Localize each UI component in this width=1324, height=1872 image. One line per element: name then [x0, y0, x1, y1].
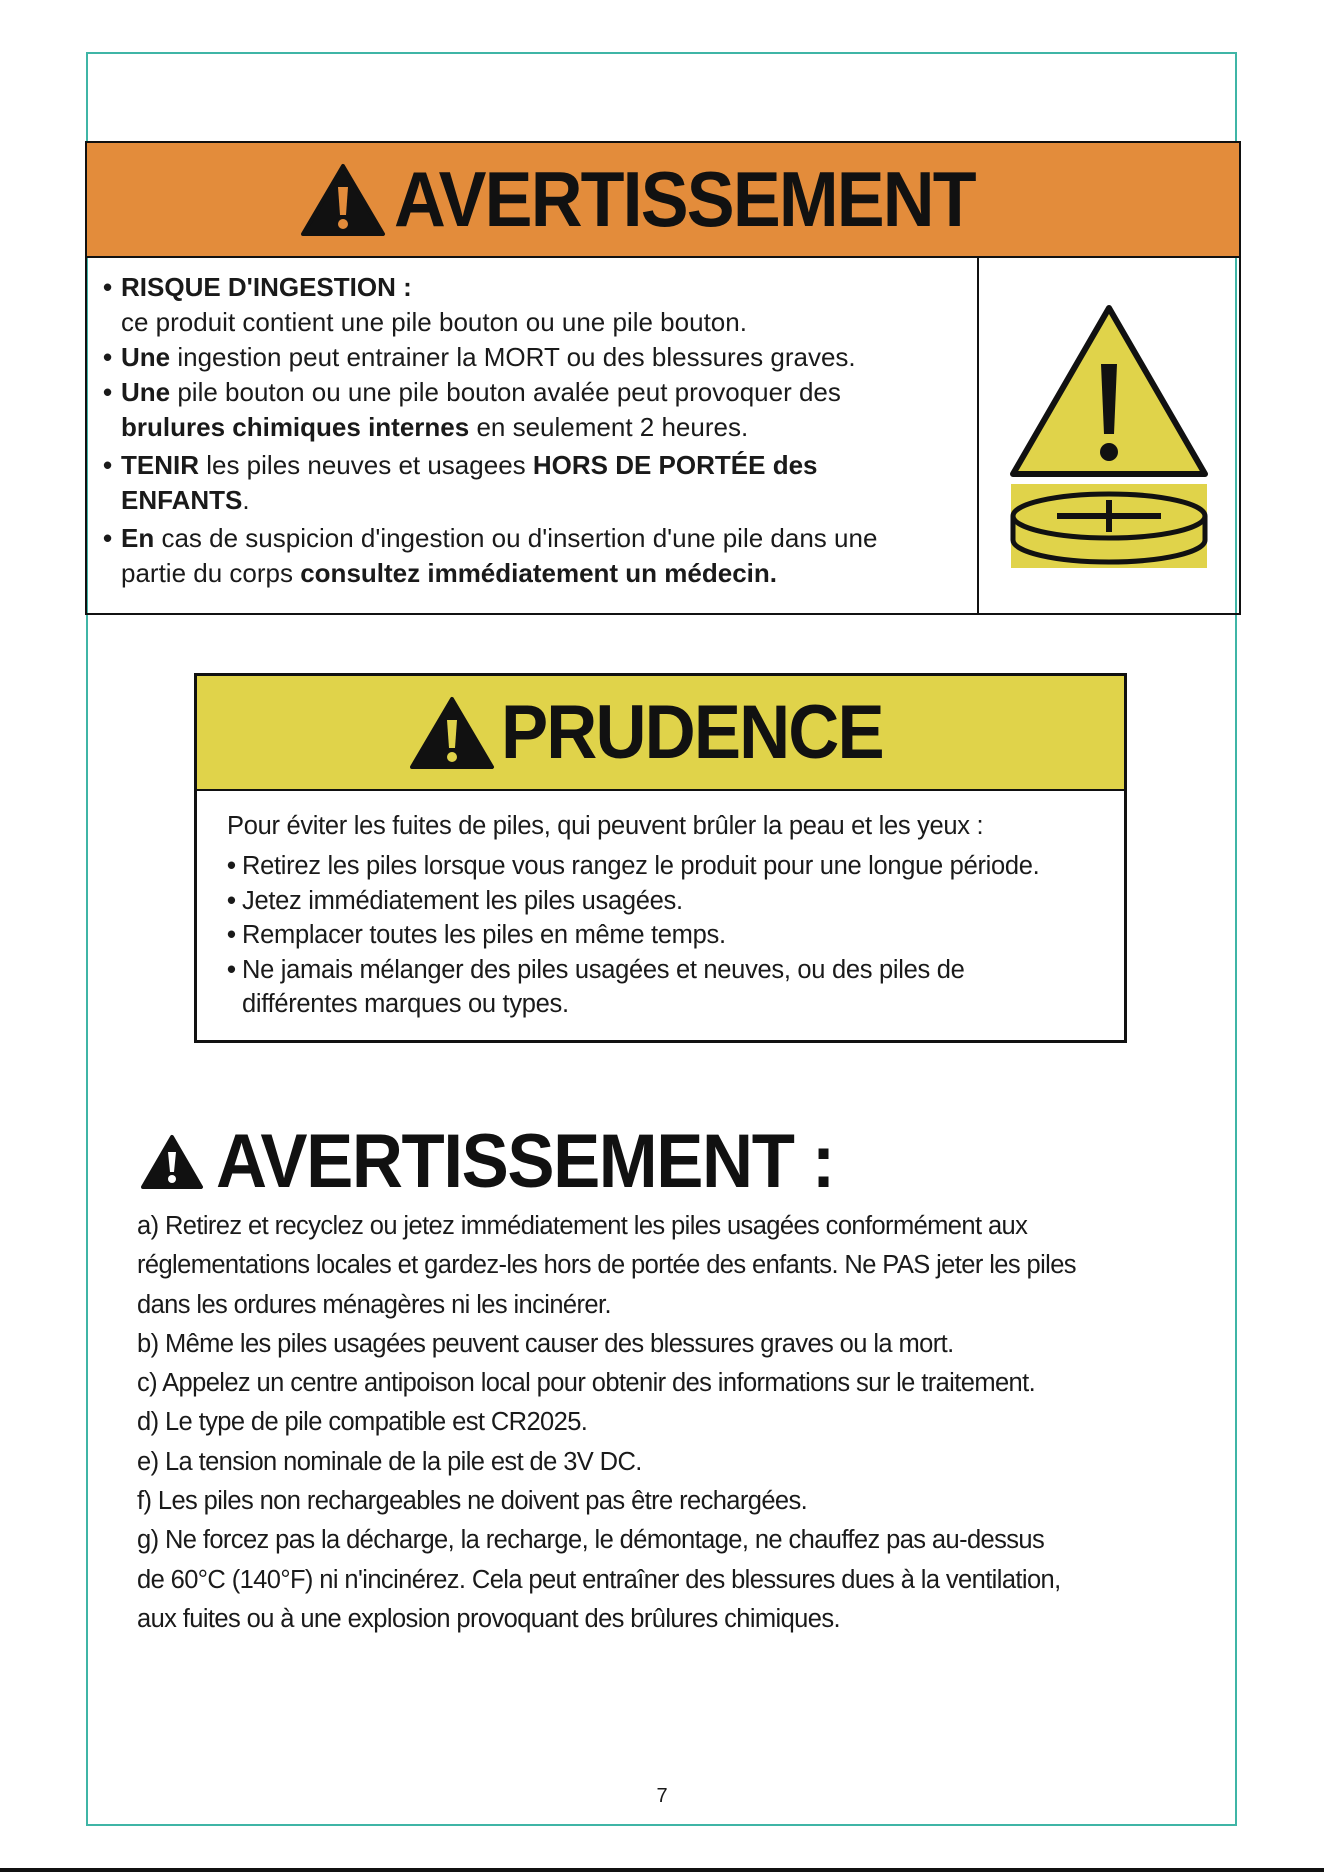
- warning-box-pictogram: [979, 258, 1239, 615]
- text-line: g) Ne forcez pas la décharge, la recharge, le démontage, ne chauffez pas au-dessus: [137, 1526, 1045, 1555]
- bottom-rule: [0, 1868, 1324, 1872]
- caution-box-header: [197, 676, 1124, 791]
- caution-box: [194, 673, 1127, 1043]
- text-line: b) Même les piles usagées peuvent causer des blessures graves ou la mort.: [137, 1329, 954, 1358]
- warning-box-text: [87, 258, 979, 615]
- warning-box-title: AVERTISSEMENT: [394, 155, 976, 243]
- button-cell-battery-warning-icon: [1009, 302, 1209, 572]
- caution-intro: Pour éviter les fuites de piles, qui peuvent brûler la peau et les yeux :: [227, 812, 984, 840]
- list-item: • En cas de suspicion d'ingestion ou d'insertion d'une pile dans une partie du corps consultez immédiatement un médecin.: [103, 523, 878, 588]
- list-item: • RISQUE D'INGESTION : ce produit contient une pile bouton ou une pile bouton.: [103, 272, 747, 337]
- text-line: d) Le type de pile compatible est CR2025.: [137, 1408, 588, 1437]
- caution-box-title: PRUDENCE: [501, 690, 884, 775]
- warning-section-title: AVERTISSEMENT :: [216, 1119, 834, 1204]
- list-item: • Une pile bouton ou une pile bouton avalée peut provoquer des brulures chimiques internes en seulement 2 heures.: [103, 377, 841, 442]
- list-item: • Remplacer toutes les piles en même temps.: [227, 921, 726, 949]
- text-line: dans les ordures ménagères ni les incinérer.: [137, 1290, 611, 1319]
- text-line: a) Retirez et recyclez ou jetez immédiatement les piles usagées conformément aux: [137, 1212, 1028, 1240]
- warning-triangle-icon: [140, 1134, 204, 1190]
- page-number: 7: [656, 1785, 668, 1807]
- warning-box: [85, 141, 1241, 615]
- text-line: de 60°C (140°F) ni n'incinérez. Cela peut entraîner des blessures dues à la ventilation,: [137, 1565, 1061, 1594]
- list-item: • Ne jamais mélanger des piles usagées et neuves, ou des piles de différentes marques ou types.: [227, 955, 965, 1018]
- text-line: f) Les piles non rechargeables ne doivent pas être rechargées.: [137, 1487, 808, 1516]
- text-line: aux fuites ou à une explosion provoquant des brûlures chimiques.: [137, 1604, 840, 1633]
- warning-triangle-icon: [300, 163, 386, 237]
- list-item: • Une ingestion peut entrainer la MORT ou des blessures graves.: [103, 342, 856, 372]
- text-line: e) La tension nominale de la pile est de 3V DC.: [137, 1447, 642, 1476]
- text-line: réglementations locales et gardez-les hors de portée des enfants. Ne PAS jeter les piles: [137, 1251, 1076, 1280]
- warning-box-header: [87, 143, 1239, 258]
- list-item: • Jetez immédiatement les piles usagées.: [227, 886, 683, 915]
- list-item: • TENIR les piles neuves et usagees HORS DE PORTÉE des ENFANTS.: [103, 450, 818, 515]
- text-line: c) Appelez un centre antipoison local pour obtenir des informations sur le traitement.: [137, 1369, 1036, 1398]
- warning-triangle-icon: [409, 696, 495, 770]
- warning-section-header: [140, 1118, 880, 1205]
- list-item: • Retirez les piles lorsque vous rangez le produit pour une longue période.: [227, 852, 1040, 880]
- warning-section-text: [137, 1207, 1197, 1639]
